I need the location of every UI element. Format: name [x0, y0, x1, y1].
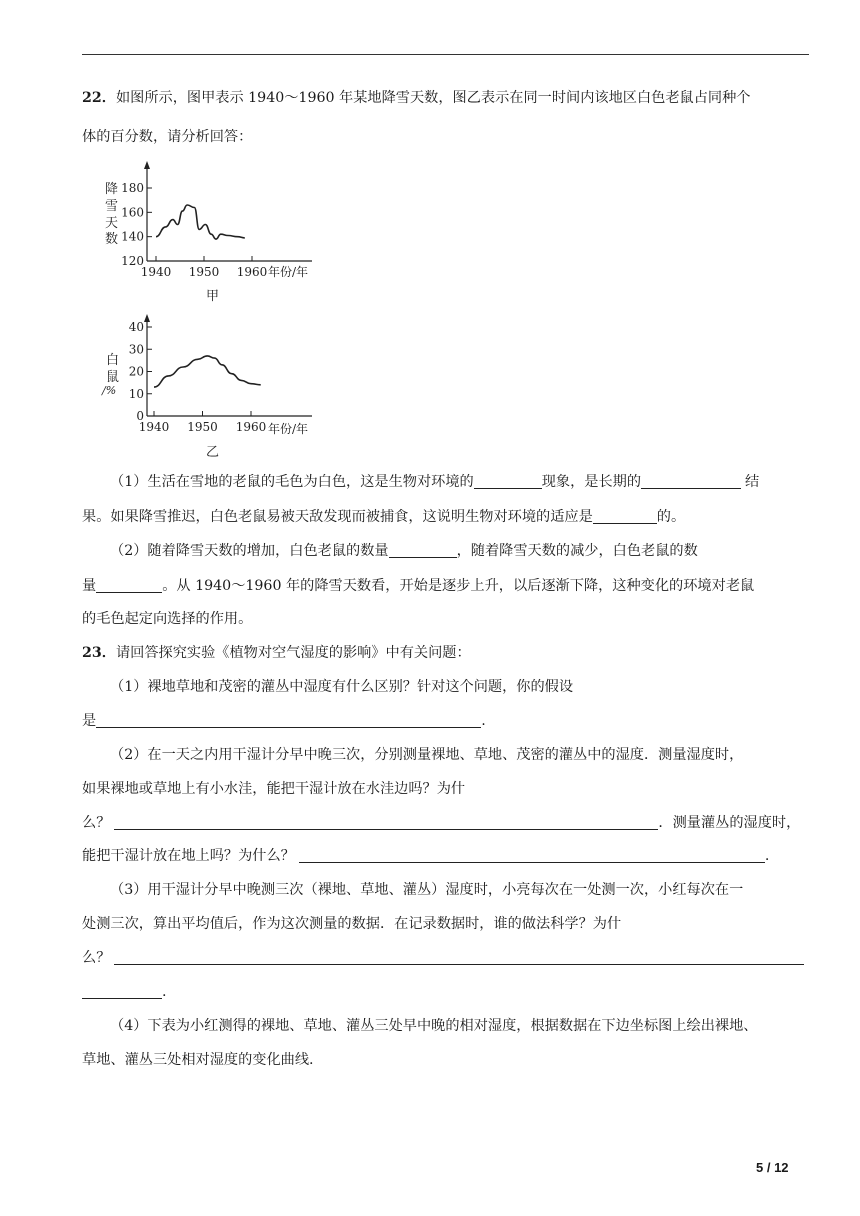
header-rule [82, 54, 809, 55]
blank-puddle-reason[interactable] [114, 814, 658, 830]
y-tick-label: 180 [121, 181, 144, 195]
q23-stem [82, 643, 809, 663]
q23-sub4-line1: （4）下表为小红测得的裸地、草地、灌丛三处早中晚的相对湿度，根据数据在下边坐标图上绘出裸地、 [110, 1018, 758, 1034]
blank-long-term-result[interactable] [641, 473, 741, 489]
q23-sub2-line2: 如果裸地或草地上有小水洼，能把干湿计放在水洼边吗？为什 [82, 781, 466, 797]
q23-sub1-text-b: . [481, 713, 486, 729]
q22-sub2-text-a: （2）随着降雪天数的增加，白色老鼠的数量 [110, 543, 389, 559]
y-axis-label-char-3: 天 [105, 216, 119, 231]
q22-number: 22． [82, 90, 116, 106]
q23-sub2-text-b: ．测量灌丛的湿度时， [658, 815, 801, 831]
chart-title: 甲 [206, 289, 220, 304]
q23-sub2-line1: （2）在一天之内用干湿计分早中晚三次，分别测量裸地、草地、茂密的灌丛中的湿度．测量湿度时， [110, 747, 744, 763]
y-axis-label-char-3: /% [102, 384, 117, 397]
q22-sub2-line1 [110, 541, 809, 561]
q22-sub1-text-c: 结 [745, 474, 760, 490]
y-tick-label: 20 [128, 364, 144, 379]
q22-sub1-text-e: 的。 [656, 509, 686, 525]
x-tick-label: 1940 [138, 420, 170, 434]
q22-sub2-text-b: ，随着降雪天数的减少，白色老鼠的数 [456, 543, 698, 559]
q23-sub3-line1: （3）用干湿计分早中晚测三次（裸地、草地、灌丛）湿度时，小亮每次在一处测一次，小红每次在一 [110, 882, 744, 898]
y-axis-label-char-2: 鼠 [106, 370, 120, 385]
q23-sub2-text-c: 能把干湿计放在地上吗？为什么？ [82, 848, 295, 864]
x-tick-label: 1940 [140, 265, 172, 279]
x-axis-title: 年份/年 [268, 265, 309, 279]
y-tick-label: 40 [128, 320, 144, 334]
q23-sub3-line4 [82, 982, 809, 1002]
q22-stem-text: 如图所示，图甲表示 1940～1960 年某地降雪天数，图乙表示在同一时间内该地区白色老鼠占同种个 [115, 90, 751, 106]
q23-sub1-line1: （1）裸地草地和茂密的灌丛中湿度有什么区别？针对这个问题，你的假设 [110, 679, 574, 695]
q23-sub2-text-a: 么？ [82, 815, 111, 831]
blank-shrub-ground-reason[interactable] [299, 847, 765, 863]
chart-white-mice [100, 313, 330, 459]
y-axis-arrow [144, 314, 150, 322]
page-number: 5 / 12 [756, 1160, 789, 1175]
y-tick-label: 120 [121, 254, 144, 268]
q22-sub1-text-a: （1）生活在雪地的老鼠的毛色为白色，这是生物对环境的 [110, 474, 474, 490]
y-tick-label: 0 [136, 409, 144, 423]
blank-mice-increase[interactable] [389, 542, 457, 558]
q22-sub1-text-b: 现象，是长期的 [541, 474, 642, 490]
y-axis-arrow [144, 161, 150, 169]
q22-sub1-text-d: 果。如果降雪推迟，白色老鼠易被天敌发现而被捕食，这说明生物对环境的适应是 [82, 509, 593, 525]
x-tick-label: 1960 [236, 265, 268, 279]
blank-adaptation-phenomenon[interactable] [474, 473, 542, 489]
x-tick-label: 1950 [187, 420, 218, 434]
y-tick-label: 30 [128, 342, 144, 357]
q23-sub3-line2: 处测三次，算出平均值后，作为这次测量的数据．在记录数据时，谁的做法科学？为什 [82, 916, 622, 932]
q23-sub3-line3 [82, 948, 809, 968]
q22-sub1-line1 [110, 472, 809, 492]
white-mice-series-line [154, 356, 261, 387]
q23-sub1-line2 [82, 711, 809, 731]
blank-who-is-scientific-part2[interactable] [82, 983, 162, 999]
q23-sub1-text-a: 是 [82, 713, 97, 729]
q22-sub1-line2 [82, 507, 809, 527]
q22-stem-line2: 体的百分数，请分析回答： [82, 129, 253, 145]
chart-snow-days [100, 160, 330, 306]
blank-adaptation-relative[interactable] [593, 508, 657, 524]
y-tick-label: 160 [121, 205, 144, 220]
q22-sub2-line2 [82, 576, 809, 596]
q23-sub4-line2: 草地、灌丛三处相对湿度的变化曲线. [82, 1052, 314, 1068]
chart-title: 乙 [206, 445, 220, 459]
blank-who-is-scientific-part1[interactable] [114, 949, 804, 965]
x-axis-title: 年份/年 [268, 422, 309, 436]
q23-sub2-text-d: . [764, 848, 770, 864]
q22-sub2-text-c: 量 [82, 578, 97, 594]
y-axis-label-char-2: 雪 [105, 199, 119, 214]
q23-stem-text: 请回答探究实验《植物对空气湿度的影响》中有关问题： [115, 645, 471, 661]
q22-sub2-line3: 的毛色起定向选择的作用。 [82, 611, 253, 627]
q23-sub2-line3 [82, 813, 809, 833]
y-axis-label-char-1: 降 [105, 182, 119, 197]
blank-mice-decrease[interactable] [96, 577, 162, 593]
q23-number: 23． [82, 645, 116, 661]
q23-sub3-text-a: 么？ [82, 950, 111, 966]
y-tick-label: 10 [128, 386, 144, 401]
snow-days-series-line [156, 205, 245, 239]
x-tick-label: 1960 [235, 420, 267, 434]
q23-sub2-line4 [82, 846, 809, 866]
y-axis-label-char-1: 白 [106, 353, 120, 368]
x-tick-label: 1950 [188, 265, 220, 279]
q22-stem-line1 [82, 88, 809, 108]
blank-hypothesis[interactable] [96, 712, 481, 728]
q22-sub2-text-d: 。从 1940～1960 年的降雪天数看，开始是逐步上升，以后逐渐下降，这种变化的环境对老鼠 [162, 578, 755, 594]
y-axis-label-char-4: 数 [105, 232, 119, 247]
y-tick-label: 140 [121, 229, 144, 244]
q23-sub3-text-b: . [162, 984, 167, 1000]
